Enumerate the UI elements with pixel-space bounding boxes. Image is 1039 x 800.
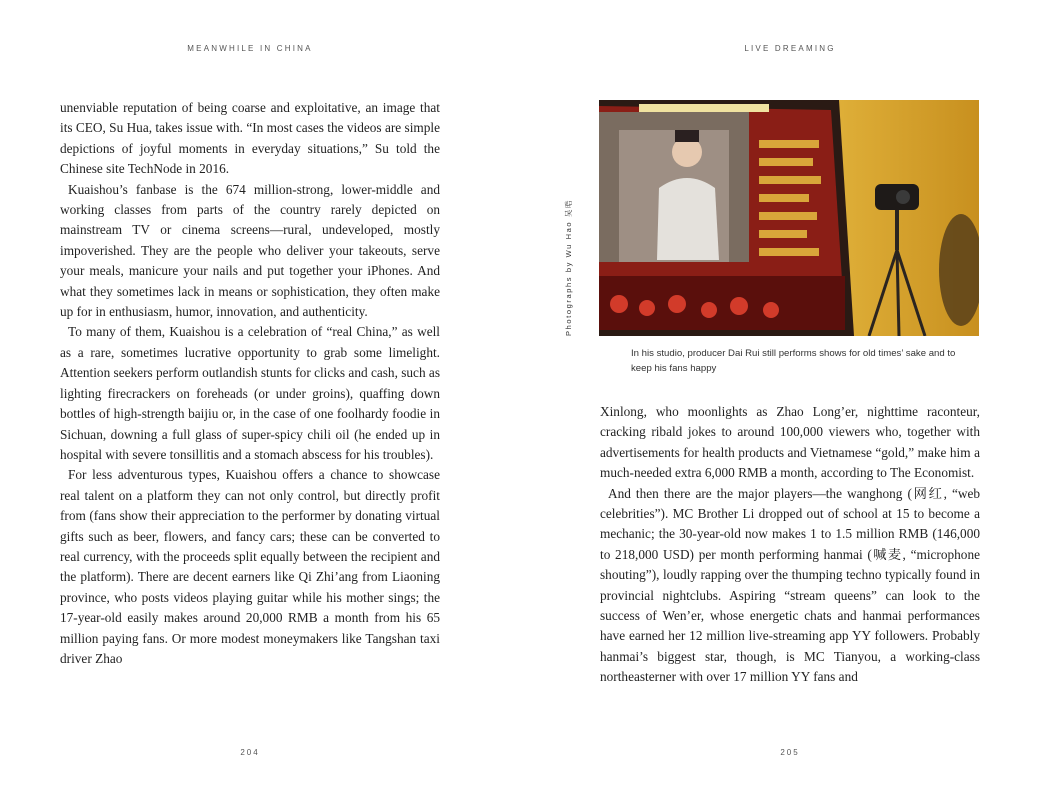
paragraph: For less adventurous types, Kuaishou offers a chance to showcase real talent on a platform they can not only control, but directly profit from (fans show their appreciation to the performer by donating virtual gifts such as beer, flowers, and fancy cars; these can be converted to real currency, with the proceeds split equally between the recipient and the platform). There are decent earners like Qi Zhi’ang from Liaoning province, who posts videos playing guitar while his mother sings; the 17-year-old easily makes around 20,000 RMB a month from his 65 million paying fans. Or more modest moneymakers like Tangshan taxi driver Zhao <box>60 467 440 666</box>
paragraph: Xinlong, who moonlights as Zhao Long’er, nighttime raconteur, cracking ribald jokes to around 100,000 viewers who, together with advertisements for health products and Vietnamese “gold,” make him a much-needed extra 6,000 RMB a month, according to The Economist. <box>600 404 980 481</box>
paragraph: unenviable reputation of being coarse and exploitative, an image that its CEO, Su Hua, takes issue with. “In most cases the videos are simple depictions of joyful moments in everyday situations,” Su told the Chinese site TechNode in 2016. <box>60 100 440 177</box>
photo-caption: In his studio, producer Dai Rui still performs shows for old times’ sake and to keep his fans happy <box>631 348 956 374</box>
page-number-right: 205 <box>780 748 800 757</box>
paragraph: To many of them, Kuaishou is a celebration of “real China,” as well as a rare, sometimes lucrative opportunity to grab some limelight. Attention seekers perform outlandish stunts for clicks and cash, such as lighting firecrackers on foreheads (or under groins), quaffing down bottles of high-strength baijiu or, in the case of one foolhardy foodie in Sichuan, downing a full glass of super-spicy chili oil (he ended up in hospital with severe tonsillitis and a stomach abscess for his troubles). <box>60 324 440 462</box>
running-head-left: MEANWHILE IN CHINA <box>187 44 313 53</box>
page-number-left: 204 <box>240 748 260 757</box>
right-page-text <box>600 402 980 688</box>
running-head-right: LIVE DREAMING <box>744 44 836 53</box>
paragraph: Kuaishou’s fanbase is the 674 million-strong, lower-middle and working classes from parts of the country rarely depicted on mainstream TV or cinema screens—rural, undeveloped, mostly impoverished. They are the people who deliver your takeouts, serve your meals, manicure your nails and put together your iPhones. And what they sometimes lack in means or sophistication, they often make up for in enthusiasm, humor, innovation, and authenticity. <box>60 181 440 320</box>
photo-credit: Photographs by Wu Hao 吴晧 <box>564 198 573 336</box>
paragraph: And then there are the major players—the wanghong (网红, “web celebrities”). MC Brother Li dropped out of school at 15 to become a mechanic; the 30-year-old now makes 1 to 1.5 million RMB (146,000 to 218,000 USD) per month performing hanmai (喊麦, “microphone shouting”), loudly rapping over the thumping techno typically found in provincial nightclubs. Aspiring “stream queens” can look to the success of Wen’er, whose energetic chats and hanmai performances have earned her 12 million live-streaming app YY followers. Probably hanmai’s biggest star, though, is MC Tianyou, a working-class northeasterner with over 17 million YY fans and <box>600 485 980 685</box>
studio-photo <box>599 100 979 336</box>
left-page-text <box>60 98 440 669</box>
